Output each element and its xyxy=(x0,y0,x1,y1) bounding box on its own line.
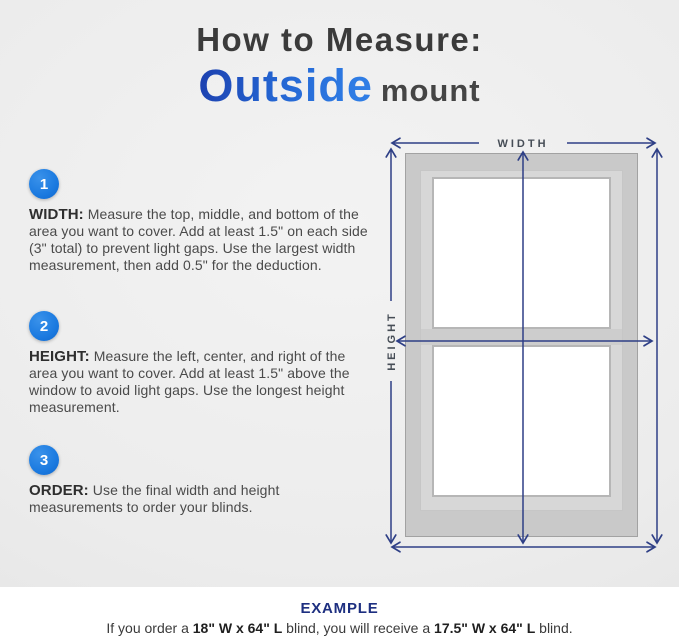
example-received-size: 17.5" W x 64" L xyxy=(434,620,536,636)
example-section xyxy=(0,587,679,644)
example-sentence xyxy=(0,620,679,636)
diagram-height-label: HEIGHT xyxy=(386,311,398,371)
example-prefix: If you order a xyxy=(106,620,193,636)
step-3-label: ORDER: xyxy=(29,482,89,499)
example-heading: EXAMPLE xyxy=(300,600,379,617)
step-1-description: Measure the top, middle, and bottom of the area you want to cover. Add at least 1.5" on each side (3" total) to prevent light gaps. Use the largest width measurement, then add 0.5" for the deduction. xyxy=(29,206,368,273)
step-1-number-badge: 1 xyxy=(29,169,59,199)
title-suffix-mount: mount xyxy=(380,72,481,108)
window-meeting-rail xyxy=(421,329,622,345)
step-3-description: Use the final width and height measurements to order your blinds. xyxy=(29,482,280,515)
example-suffix: blind. xyxy=(535,620,573,636)
title-line-1: How to Measure: xyxy=(196,21,483,58)
example-middle: blind, you will receive a xyxy=(282,620,435,636)
step-2-number-badge: 2 xyxy=(29,311,59,341)
window-illustration xyxy=(406,154,638,537)
step-1-label: WIDTH: xyxy=(29,206,84,223)
example-ordered-size: 18" W x 64" L xyxy=(192,620,283,636)
step-3-number-badge: 3 xyxy=(29,445,59,475)
window-upper-pane xyxy=(433,178,610,328)
step-2-description: Measure the left, center, and right of the area you want to cover. Add at least 1.5" above the window to avoid light gaps. Use the longest height measurement. xyxy=(29,348,350,415)
window-lower-pane xyxy=(433,346,610,496)
title-highlight-outside: Outside xyxy=(198,59,373,111)
step-2-label: HEIGHT: xyxy=(29,348,90,365)
diagram-width-label: WIDTH xyxy=(497,138,549,150)
